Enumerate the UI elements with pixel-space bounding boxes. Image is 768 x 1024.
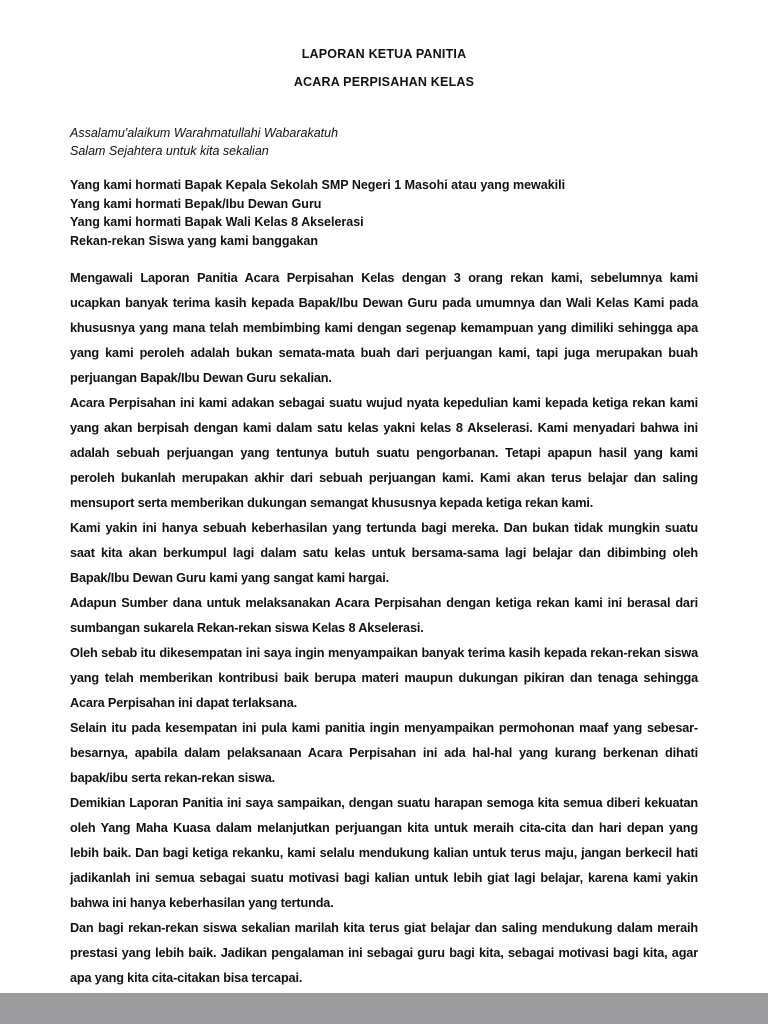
body-paragraph-2: Acara Perpisahan ini kami adakan sebagai suatu wujud nyata kepedulian kami kepada ketiga rekan kami yang akan berpisah dengan kami dalam satu kelas yakni kelas 8 Akselerasi. Kami menyadari bahwa ini adalah sebuah perjuangan yang tentunya butuh suatu pengorbanan. Tetapi apapun hasil yang kami peroleh bukanlah merupakan akhir dari sebuah perjuangan kami. Kami akan terus belajar dan saling mensuport serta memberikan dukungan semangat khususnya kepada ketiga rekan kami.: [70, 396, 698, 510]
body-paragraph-8: Dan bagi rekan-rekan siswa sekalian marilah kita terus giat belajar dan saling mendukung dalam meraih prestasi yang lebih baik. Jadikan pengalaman ini sebagai guru bagi kita, sebagai motivasi bagi kita, agar apa yang kita cita-citakan bisa tercapai.: [70, 921, 698, 985]
greeting-line-2: Salam Sejahtera untuk kita sekalian: [70, 144, 269, 158]
body-paragraph-1: Mengawali Laporan Panitia Acara Perpisahan Kelas dengan 3 orang rekan kami, sebelumnya kami ucapkan banyak terima kasih kepada Bapak/Ibu Dewan Guru pada umumnya dan Wali Kelas Kami pada khususnya yang mana telah membimbing kami dengan segenap kemampuan yang dimiliki sehingga apa yang kami peroleh adalah bukan semata-mata buah dari perjuangan kami, tapi juga merupakan buah perjuangan Bapak/Ibu Dewan Guru sekalian.: [70, 271, 698, 385]
salutation-line-1: Yang kami hormati Bapak Kepala Sekolah SMP Negeri 1 Masohi atau yang mewakili: [70, 178, 566, 192]
doc-title-line-2: ACARA PERPISAHAN KELAS: [293, 75, 475, 89]
body-paragraph-7: Demikian Laporan Panitia ini saya sampaikan, dengan suatu harapan semoga kita semua diberi kekuatan oleh Yang Maha Kuasa dalam melanjutkan perjuangan kita untuk meraih cita-cita dan hari depan yang lebih baik. Dan bagi ketiga rekanku, kami selalu mendukung kalian untuk terus maju, jangan berkecil hati jadikanlah ini semua sebagai suatu motivasi bagi kalian untuk lebih giat lagi belajar, karena kami yakin bahwa ini hanya keberhasilan yang tertunda.: [70, 796, 698, 910]
greeting-line-1: Assalamu'alaikum Warahmatullahi Wabarakatuh: [70, 126, 339, 140]
document-body: [70, 266, 698, 991]
salutation-line-3: Yang kami hormati Bapak Wali Kelas 8 Akselerasi: [70, 215, 364, 229]
salutation-line-2: Yang kami hormati Bepak/Ibu Dewan Guru: [70, 196, 322, 211]
body-paragraph-5: Oleh sebab itu dikesempatan ini saya ingin menyampaikan banyak terima kasih kepada rekan-rekan siswa yang telah memberikan kontribusi baik berupa materi maupun dukungan pikiran dan tenaga sehingga Acara Perpisahan ini dapat terlaksana.: [70, 646, 698, 710]
body-paragraph-6: Selain itu pada kesempatan ini pula kami panitia ingin menyampaikan permohonan maaf yang sebesar-besarnya, apabila dalam pelaksanaan Acara Perpisahan ini ada hal-hal yang kurang berkenan dihati bapak/ibu serta rekan-rekan siswa.: [70, 721, 698, 785]
salutation-line-4: Rekan-rekan Siswa yang kami banggakan: [70, 233, 319, 248]
doc-title-line-1: LAPORAN KETUA PANITIA: [301, 47, 467, 61]
body-paragraph-4: Adapun Sumber dana untuk melaksanakan Acara Perpisahan dengan ketiga rekan kami ini berasal dari sumbangan sukarela Rekan-rekan siswa Kelas 8 Akselerasi.: [70, 596, 698, 635]
salutation-block: [70, 176, 698, 250]
greeting-block: [70, 124, 698, 160]
body-paragraph-3: Kami yakin ini hanya sebuah keberhasilan yang tertunda bagi mereka. Dan bukan tidak mungkin suatu saat kita akan berkumpul lagi dalam satu kelas untuk bersama-sama lagi belajar dan dibimbing oleh Bapak/Ibu Dewan Guru kami yang sangat kami hargai.: [70, 521, 698, 585]
